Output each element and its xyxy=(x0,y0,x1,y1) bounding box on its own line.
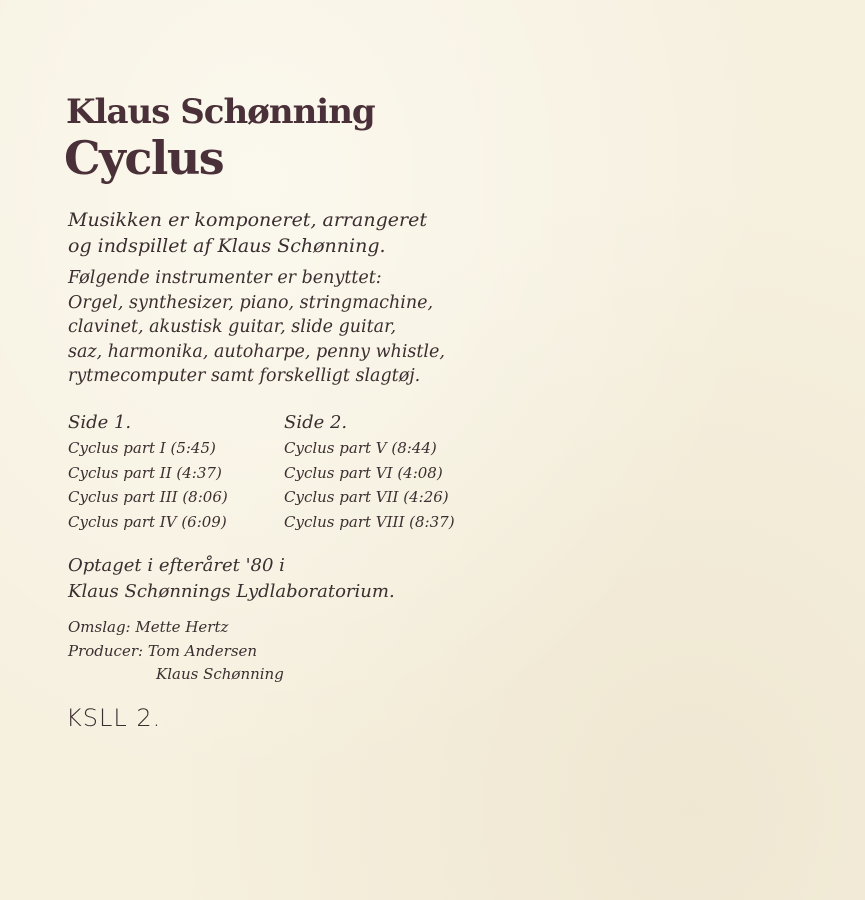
recording-info xyxy=(68,553,395,605)
track-item: Cyclus part IV (6:09) xyxy=(68,512,227,531)
track-item: Cyclus part VII (4:26) xyxy=(284,488,449,506)
catalog-number: KSLL 2. xyxy=(66,704,162,732)
side-1-tracklist xyxy=(68,410,228,534)
track-item: Cyclus part I (5:45) xyxy=(68,439,216,457)
recording-line: Optaget i efteråret '80 i xyxy=(68,555,285,576)
intro-text xyxy=(68,207,427,259)
artist-name: Klaus Schønning xyxy=(66,92,375,132)
side-1-title: Side 1. xyxy=(68,412,132,433)
instruments-line: clavinet, akustisk guitar, slide guitar, xyxy=(68,317,397,337)
instruments-line: Orgel, synthesizer, piano, stringmachine, xyxy=(68,292,434,313)
instruments-text xyxy=(68,266,445,389)
recording-line: Klaus Schønnings Lydlaboratorium. xyxy=(68,581,395,602)
track-item: Cyclus part V (8:44) xyxy=(284,439,437,457)
instruments-line: Følgende instrumenter er benyttet: xyxy=(68,268,382,288)
producer-credit-2: Klaus Schønning xyxy=(156,665,284,683)
intro-line: og indspillet af Klaus Schønning. xyxy=(68,235,386,257)
cover-credit: Omslag: Mette Hertz xyxy=(68,618,229,636)
side-2-tracklist xyxy=(284,410,455,534)
instruments-line: rytmecomputer samt forskelligt slagtøj. xyxy=(68,366,421,386)
side-2-title: Side 2. xyxy=(284,412,348,433)
credits xyxy=(68,616,284,687)
track-item: Cyclus part VI (4:08) xyxy=(284,463,443,482)
album-title: Cyclus xyxy=(64,131,224,185)
intro-line: Musikken er komponeret, arrangeret xyxy=(68,209,427,231)
track-item: Cyclus part VIII (8:37) xyxy=(284,512,455,531)
instruments-line: saz, harmonika, autoharpe, penny whistle, xyxy=(68,341,445,362)
producer-credit: Producer: Tom Andersen xyxy=(68,641,258,660)
track-item: Cyclus part III (8:06) xyxy=(68,488,228,506)
track-item: Cyclus part II (4:37) xyxy=(68,463,222,482)
